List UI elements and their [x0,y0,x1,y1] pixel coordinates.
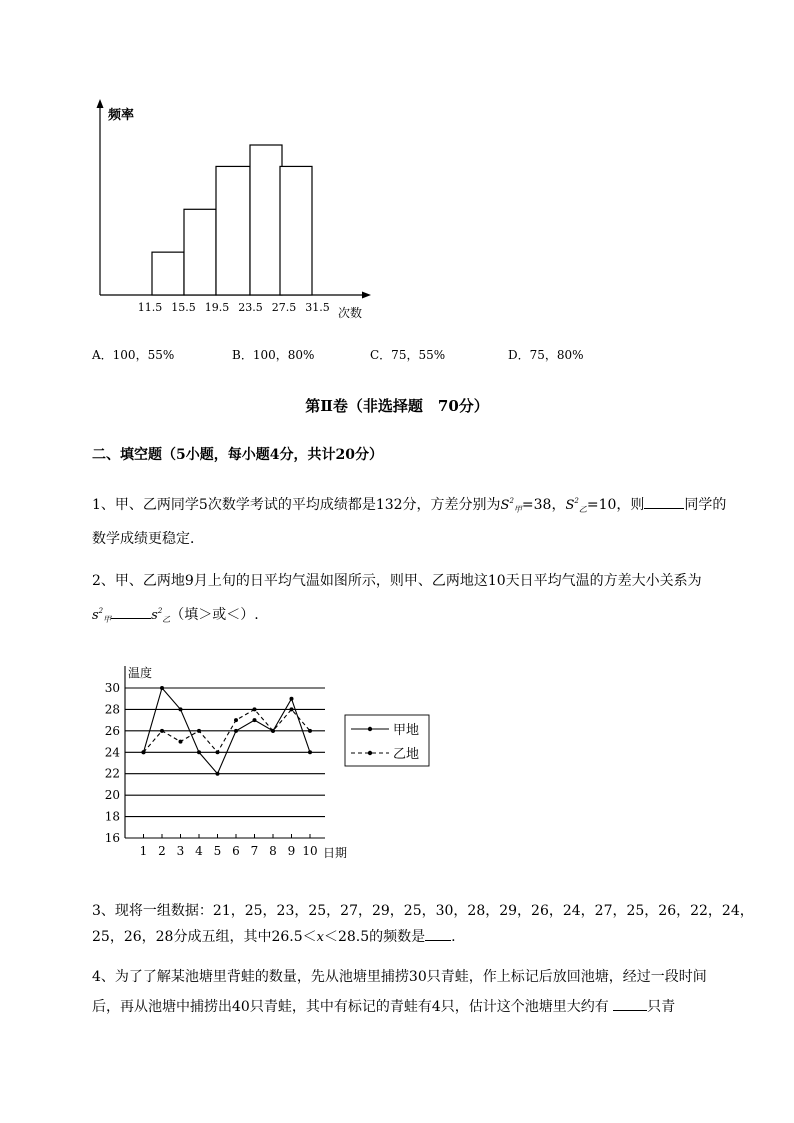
temperature-x-tick: 3 [176,844,185,858]
question-2-line-2 [92,604,259,625]
q4-answer-blank[interactable] [613,996,647,1011]
temperature-x-tick: 4 [195,844,203,858]
temperature-y-tick: 26 [104,723,120,738]
histogram-bar [280,166,312,295]
histogram-tick-label: 19.5 [204,301,230,314]
q2-s-jia: $s^2_甲$ [92,607,112,624]
temperature-y-tick: 28 [104,702,120,717]
series-yi-point [179,740,183,744]
choice-a[interactable]: A．100，55% [92,348,175,362]
series-jia-point [253,718,257,722]
temperature-x-tick: 6 [232,844,240,858]
histogram-tick-label: 23.5 [238,301,263,314]
temperature-y-tick: 18 [104,809,120,824]
series-jia-point [160,686,164,690]
temperature-x-tick: 1 [139,844,148,858]
question-3-line-2 [92,926,456,946]
series-jia-point [216,772,220,776]
series-jia-point [197,750,201,754]
q3-answer-blank[interactable] [425,926,451,941]
q3-variable: x [316,930,324,945]
q3-text-a: 25，26，28分成五组，其中26.5＜ [92,929,317,945]
temperature-legend [345,715,429,766]
choice-b[interactable]: B．100，80% [232,348,315,362]
temperature-x-tick: 9 [287,844,296,858]
choice-d[interactable]: D．75，80% [508,348,584,362]
histogram-tick-label: 27.5 [271,301,297,314]
temperature-y-tick: 22 [104,766,120,781]
question-1-line-1 [92,494,726,515]
temperature-y-tick: 20 [104,788,120,803]
legend-yi: 乙地 [393,747,420,762]
series-yi-point [253,707,257,711]
histogram-bar [184,209,216,295]
histogram-tick-label: 11.5 [137,301,163,314]
q1-s-yi: $S^2_乙$ [565,497,587,514]
histogram-x-label: 次数 [338,306,363,320]
temperature-x-tick: 8 [269,844,277,858]
q1-text: 1、甲、乙两同学5次数学考试的平均成绩都是132分，方差分别为 [92,497,501,513]
histogram-chart [80,95,380,325]
q1-text-2: 同学的 [684,497,727,513]
temperature-x-tick: 10 [302,844,318,858]
temperature-x-tick: 5 [213,844,222,858]
question-2-line-1: 2、甲、乙两地9月上旬的日平均气温如图所示，则甲、乙两地这10天日平均气温的方差大小关系为 [92,573,702,589]
series-yi-point [160,729,164,733]
temperature-y-tick: 24 [104,745,120,760]
series-yi-point [197,729,201,733]
question-4-line-1: 4、为了了解某池塘里背蛙的数量，先从池塘里捕捞30只青蛙，作上标记后放回池塘，经过一段时间 [92,969,707,985]
legend-jia: 甲地 [393,723,420,738]
series-jia-point [179,707,183,711]
histogram-bar [152,252,184,295]
temperature-y-label: 温度 [128,666,153,680]
section-heading: 二、填空题（5小题，每小题4分，共计20分） [92,447,383,463]
q4-text-b: 只青 [647,999,676,1015]
q3-text-b: ＜28.5的频数是 [323,929,426,945]
series-jia-point [308,750,312,754]
histogram-tick-label: 31.5 [305,301,330,314]
choice-c[interactable]: C．75，55% [370,348,446,362]
histogram-bar [250,145,282,295]
series-yi-point [308,729,312,733]
temperature-y-tick: 16 [104,831,120,845]
series-yi-point [271,729,275,733]
temperature-chart [95,660,440,865]
histogram-y-label: 频率 [108,108,135,123]
q2-tail: （填＞或＜）. [170,607,259,623]
temperature-x-tick: 7 [250,844,259,858]
series-yi-point [142,750,146,754]
q1-value-yi: =10，则 [586,497,645,513]
series-yi-point [290,707,294,711]
q4-text-a: 后，再从池塘中捕捞出40只青蛙，其中有标记的青蛙有4只，估计这个池塘里大约有 [92,999,614,1015]
histogram-tick-label: 15.5 [171,301,196,314]
series-jia-point [290,697,294,701]
q2-answer-blank[interactable] [111,604,151,619]
q1-s-jia: $S^2_甲$ [500,497,522,514]
temperature-x-tick: 2 [158,844,166,858]
section-title: 第Ⅱ卷（非选择题 70分） [305,397,489,415]
series-yi-point [216,750,220,754]
temperature-x-label: 日期 [323,846,348,860]
question-3-line-1: 3、现将一组数据：21，25，23，25，27，29，25，30，28，29，26，24，27，25，26，22，24， [92,903,754,919]
series-jia-point [234,729,238,733]
q2-s-yi: $s^2_乙$ [151,607,171,624]
histogram-bar [216,166,250,295]
series-yi-point [234,718,238,722]
q1-value-jia: =38， [521,497,566,513]
question-1-line-2: 数学成绩更稳定． [92,531,204,547]
temperature-y-tick: 30 [104,681,120,695]
q3-text-c: . [451,929,456,945]
q1-answer-blank[interactable] [644,494,684,509]
question-4-line-2 [92,996,675,1016]
